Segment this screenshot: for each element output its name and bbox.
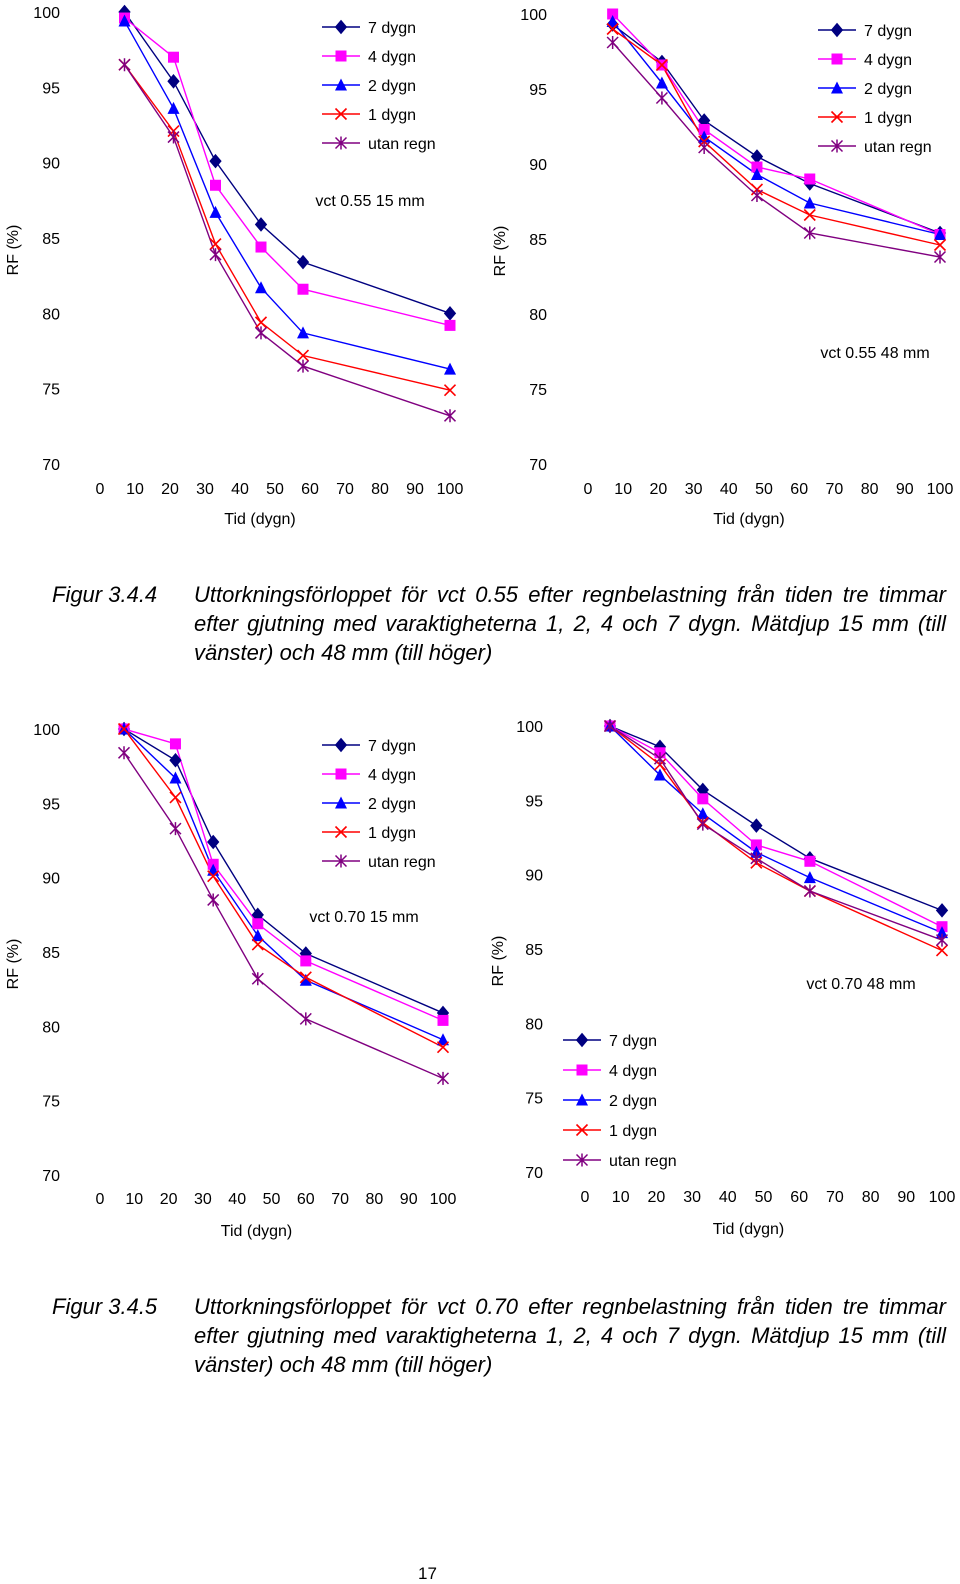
data-point-4-dygn xyxy=(256,242,267,253)
figure-label: Figur 3.4.5 xyxy=(52,1294,158,1319)
data-point-4-dygn xyxy=(298,284,309,295)
y-tick-label: 80 xyxy=(42,1019,60,1037)
data-point-1-dygn xyxy=(935,240,946,251)
legend-marker-4-dygn xyxy=(336,769,347,780)
x-tick-label: 50 xyxy=(754,1189,773,1206)
legend-marker-7-dygn xyxy=(577,1034,588,1047)
y-tick-label: 100 xyxy=(520,7,547,24)
data-point-utan-regn xyxy=(607,36,618,49)
chart-annotation: vct 0.70 48 mm xyxy=(806,976,916,993)
data-point-utan-regn xyxy=(438,1072,449,1085)
y-axis-label: RF (%) xyxy=(5,224,22,276)
data-point-1-dygn xyxy=(804,210,815,221)
x-tick-label: 60 xyxy=(790,481,809,498)
chart-vct055-15mm xyxy=(0,0,480,545)
y-tick-label: 90 xyxy=(529,157,547,174)
legend-marker-7-dygn xyxy=(336,21,347,34)
legend-label-utan-regn: utan regn xyxy=(609,1153,677,1170)
data-point-utan-regn xyxy=(300,1012,311,1025)
x-tick-label: 30 xyxy=(194,1191,212,1208)
x-tick-label: 30 xyxy=(684,481,703,498)
x-tick-label: 50 xyxy=(755,481,773,498)
y-tick-label: 75 xyxy=(525,1090,543,1108)
legend-label-2-dygn: 2 dygn xyxy=(368,78,417,95)
data-point-4-dygn xyxy=(252,918,263,929)
data-point-utan-regn xyxy=(210,248,221,261)
x-tick-label: 100 xyxy=(928,1189,956,1206)
data-point-2-dygn xyxy=(210,206,222,218)
x-tick-label: 10 xyxy=(125,1191,144,1208)
x-axis-label: Tid (dygn) xyxy=(713,511,785,528)
page-number: 17 xyxy=(418,1564,437,1583)
legend-label-4-dygn: 4 dygn xyxy=(864,52,913,69)
y-tick-label: 85 xyxy=(42,945,60,962)
legend-label-1-dygn: 1 dygn xyxy=(609,1123,658,1140)
legend-label-7-dygn: 7 dygn xyxy=(368,20,417,37)
y-tick-label: 100 xyxy=(33,722,60,739)
x-axis-label: Tid (dygn) xyxy=(220,1223,293,1240)
data-point-4-dygn xyxy=(210,180,221,191)
data-point-utan-regn xyxy=(256,326,267,339)
legend-label-utan-regn: utan regn xyxy=(864,139,932,156)
x-tick-label: 50 xyxy=(262,1191,281,1208)
legend-marker-4-dygn xyxy=(336,51,347,62)
x-tick-label: 10 xyxy=(614,481,633,498)
data-point-utan-regn xyxy=(654,752,665,765)
x-tick-label: 100 xyxy=(926,481,954,498)
data-point-7-dygn xyxy=(298,256,309,269)
x-tick-label: 40 xyxy=(718,1189,737,1206)
legend-label-2-dygn: 2 dygn xyxy=(609,1093,658,1110)
x-tick-label: 30 xyxy=(196,481,214,498)
data-point-utan-regn xyxy=(804,885,815,898)
x-tick-label: 60 xyxy=(296,1191,315,1208)
x-tick-label: 20 xyxy=(161,481,179,498)
data-point-utan-regn xyxy=(751,189,762,202)
x-tick-label: 60 xyxy=(301,481,319,498)
figure-caption-3-4-4 xyxy=(52,580,952,670)
data-point-4-dygn xyxy=(804,174,815,185)
chart-vct070-15mm xyxy=(0,712,480,1257)
x-tick-label: 20 xyxy=(647,1189,666,1206)
legend-marker-4-dygn xyxy=(577,1065,588,1076)
data-point-2-dygn xyxy=(255,281,267,293)
y-tick-label: 90 xyxy=(42,155,60,173)
y-tick-label: 95 xyxy=(42,796,60,814)
y-tick-label: 85 xyxy=(529,232,547,249)
chart-vct055-48mm xyxy=(485,0,960,545)
y-tick-label: 90 xyxy=(525,867,543,885)
data-point-4-dygn xyxy=(168,52,179,63)
y-tick-label: 85 xyxy=(42,231,60,248)
x-tick-label: 20 xyxy=(649,481,668,498)
data-point-7-dygn xyxy=(208,835,219,848)
x-tick-label: 100 xyxy=(429,1191,457,1208)
chart-annotation: vct 0.55 15 mm xyxy=(315,193,425,210)
x-tick-label: 90 xyxy=(897,1189,916,1206)
data-point-2-dygn xyxy=(804,197,816,209)
data-point-2-dygn xyxy=(804,871,816,883)
data-point-utan-regn xyxy=(170,822,181,835)
legend-label-4-dygn: 4 dygn xyxy=(368,49,417,66)
legend-label-4-dygn: 4 dygn xyxy=(368,767,417,784)
data-point-1-dygn xyxy=(256,317,267,328)
y-tick-label: 90 xyxy=(42,870,60,888)
data-point-1-dygn xyxy=(298,350,309,361)
x-tick-label: 90 xyxy=(895,481,914,498)
y-axis-label: RF (%) xyxy=(490,935,507,987)
x-tick-label: 60 xyxy=(790,1189,809,1206)
y-tick-label: 80 xyxy=(42,306,60,324)
data-point-utan-regn xyxy=(252,972,263,985)
x-tick-label: 80 xyxy=(861,1189,880,1206)
legend-marker-4-dygn xyxy=(832,54,843,65)
legend-label-7-dygn: 7 dygn xyxy=(864,23,913,40)
data-point-utan-regn xyxy=(697,818,708,831)
figure-text: Uttorkningsförloppet för vct 0.55 efter regnbelastning från tiden tre timmar efter gjutning med varaktigheterna 1, 2, 4 och 7 dygn. Mätdjup 15 mm (till vänster) och 48 mm (till höger) xyxy=(194,582,946,665)
x-tick-label: 80 xyxy=(371,481,389,498)
data-point-utan-regn xyxy=(656,92,667,105)
y-tick-label: 95 xyxy=(529,82,547,99)
x-tick-label: 40 xyxy=(719,481,738,498)
data-point-utan-regn xyxy=(298,360,309,373)
y-tick-label: 95 xyxy=(525,793,543,811)
x-tick-label: 100 xyxy=(436,481,464,498)
legend-label-2-dygn: 2 dygn xyxy=(864,81,913,98)
x-tick-label: 80 xyxy=(860,481,879,498)
legend xyxy=(818,23,932,156)
data-point-utan-regn xyxy=(119,746,130,759)
y-tick-label: 80 xyxy=(525,1016,543,1034)
y-tick-label: 100 xyxy=(33,5,60,22)
legend-label-4-dygn: 4 dygn xyxy=(609,1063,658,1080)
x-tick-label: 0 xyxy=(95,1191,105,1208)
y-tick-label: 70 xyxy=(42,1168,60,1185)
legend xyxy=(322,738,436,871)
x-tick-label: 90 xyxy=(399,1191,418,1208)
x-tick-label: 40 xyxy=(228,1191,247,1208)
y-tick-label: 95 xyxy=(42,80,60,98)
x-tick-label: 70 xyxy=(336,481,354,498)
x-tick-label: 80 xyxy=(365,1191,384,1208)
data-point-7-dygn xyxy=(751,150,762,163)
chart-annotation: vct 0.70 15 mm xyxy=(309,909,419,926)
data-point-utan-regn xyxy=(445,409,456,422)
y-tick-label: 75 xyxy=(42,1093,60,1111)
x-tick-label: 0 xyxy=(580,1189,590,1206)
x-tick-label: 40 xyxy=(231,481,249,498)
data-point-4-dygn xyxy=(697,793,708,804)
x-tick-label: 30 xyxy=(683,1189,701,1206)
data-point-4-dygn xyxy=(170,738,181,749)
legend-label-7-dygn: 7 dygn xyxy=(609,1033,658,1050)
data-point-utan-regn xyxy=(699,141,710,154)
x-tick-label: 20 xyxy=(159,1191,178,1208)
x-tick-label: 70 xyxy=(331,1191,349,1208)
x-tick-label: 50 xyxy=(266,481,284,498)
x-axis-label: Tid (dygn) xyxy=(224,511,296,528)
legend-label-1-dygn: 1 dygn xyxy=(368,825,417,842)
data-point-7-dygn xyxy=(937,904,948,917)
data-point-2-dygn xyxy=(168,102,180,114)
data-point-4-dygn xyxy=(804,856,815,867)
y-axis-label: RF (%) xyxy=(492,225,509,277)
legend xyxy=(563,1033,677,1170)
x-tick-label: 70 xyxy=(826,1189,844,1206)
x-tick-label: 0 xyxy=(95,481,105,498)
y-axis-label: RF (%) xyxy=(5,938,22,990)
data-point-1-dygn xyxy=(170,792,181,803)
legend-marker-7-dygn xyxy=(832,24,843,37)
data-point-7-dygn xyxy=(445,307,456,320)
y-tick-label: 70 xyxy=(42,457,60,474)
chart-vct070-48mm xyxy=(485,712,960,1257)
y-tick-label: 80 xyxy=(529,307,547,324)
data-point-4-dygn xyxy=(445,320,456,331)
data-point-7-dygn xyxy=(751,819,762,832)
data-point-1-dygn xyxy=(937,945,948,956)
figure-caption-3-4-5 xyxy=(52,1292,952,1382)
legend xyxy=(322,20,436,153)
y-tick-label: 70 xyxy=(529,457,547,474)
figure-text: Uttorkningsförloppet för vct 0.70 efter regnbelastning från tiden tre timmar efter gjutning med varaktigheterna 1, 2, 4 och 7 dygn. Mätdjup 15 mm (till vänster) och 48 mm (till höger) xyxy=(194,1294,946,1377)
x-tick-label: 90 xyxy=(406,481,424,498)
legend-label-utan-regn: utan regn xyxy=(368,136,436,153)
legend-marker-7-dygn xyxy=(336,739,347,752)
x-tick-label: 70 xyxy=(825,481,844,498)
x-tick-label: 10 xyxy=(126,481,144,498)
x-tick-label: 10 xyxy=(611,1189,630,1206)
data-point-utan-regn xyxy=(168,131,179,144)
legend-label-7-dygn: 7 dygn xyxy=(368,738,417,755)
data-point-4-dygn xyxy=(300,955,311,966)
y-tick-label: 70 xyxy=(525,1165,543,1182)
legend-label-utan-regn: utan regn xyxy=(368,854,436,871)
y-tick-label: 75 xyxy=(42,381,60,399)
y-tick-label: 85 xyxy=(525,942,543,959)
legend-label-2-dygn: 2 dygn xyxy=(368,796,417,813)
y-tick-label: 100 xyxy=(516,719,543,736)
data-point-utan-regn xyxy=(937,934,948,947)
data-point-4-dygn xyxy=(438,1015,449,1026)
legend-label-1-dygn: 1 dygn xyxy=(368,107,417,124)
x-tick-label: 0 xyxy=(583,481,593,498)
chart-annotation: vct 0.55 48 mm xyxy=(820,345,930,362)
data-point-utan-regn xyxy=(119,58,130,71)
y-tick-label: 75 xyxy=(529,382,547,399)
data-point-1-dygn xyxy=(445,385,456,396)
legend-label-1-dygn: 1 dygn xyxy=(864,110,913,127)
x-axis-label: Tid (dygn) xyxy=(712,1221,785,1238)
figure-label: Figur 3.4.4 xyxy=(52,582,158,607)
data-point-utan-regn xyxy=(208,893,219,906)
